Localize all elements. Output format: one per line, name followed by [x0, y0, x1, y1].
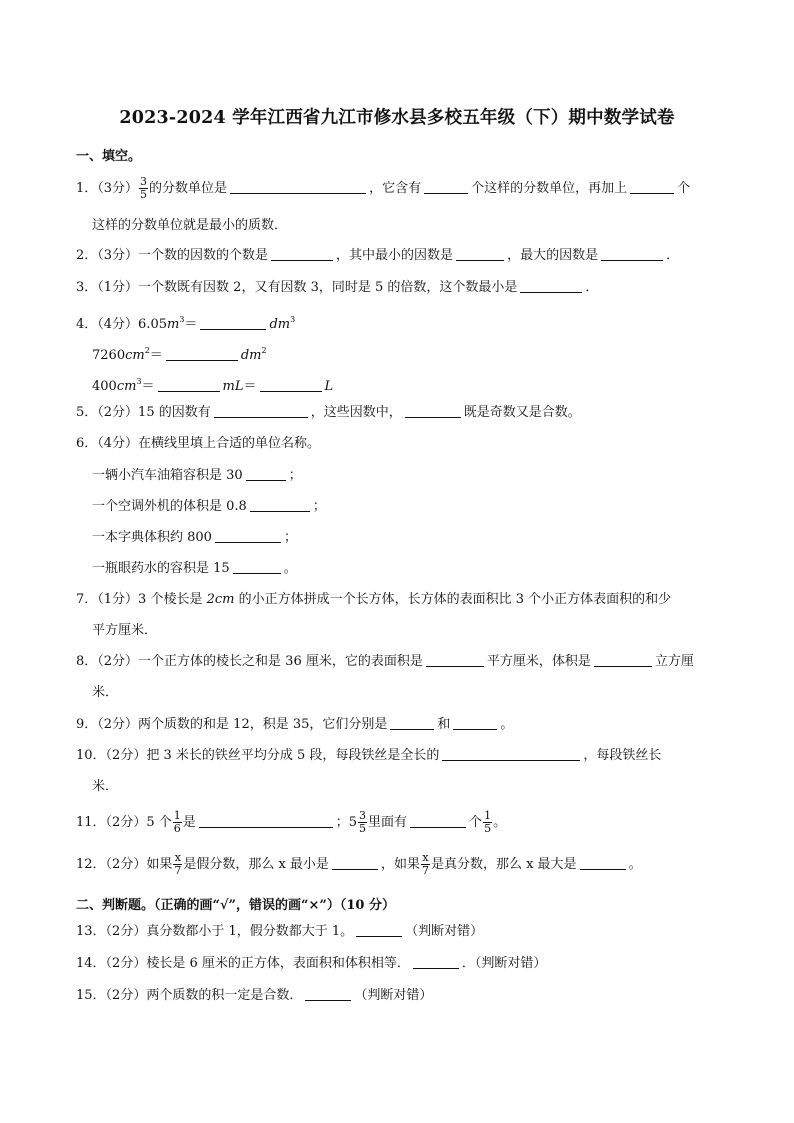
question-2: 2．（3分）一个数的因数的个数是 ，其中最小的因数是 ，最大的因数是 ． — [76, 248, 680, 263]
answer-blank[interactable] — [305, 986, 351, 1001]
answer-blank[interactable] — [426, 652, 484, 667]
fraction: $\frac{x}{7}$ — [174, 851, 182, 877]
answer-blank[interactable] — [166, 346, 238, 361]
question-4-line-3: $400cm^3= mL= L$ — [92, 377, 334, 394]
question-6: 6．（4分）在横线里填上合适的单位名称。 — [76, 436, 321, 451]
answer-blank[interactable] — [215, 528, 281, 543]
question-9: 9．（2分）两个质数的和是 12，积是 35，它们分别是 和 。 — [76, 717, 514, 732]
fraction: $\frac{3}{5}$ — [140, 175, 148, 201]
question-10: 10．（2分）把 3 米长的铁丝平均分成 5 段，每段铁丝是全长的 ，每段铁丝长 — [76, 748, 662, 763]
answer-blank[interactable] — [260, 377, 322, 392]
answer-blank[interactable] — [453, 715, 497, 730]
question-7-line-2: 平方厘米． — [92, 623, 158, 638]
fraction: $\frac{1}{6}$ — [173, 809, 181, 835]
answer-blank[interactable] — [405, 403, 461, 418]
question-8: 8．（2分）一个正方体的棱长之和是 36 厘米，它的表面积是 平方厘米，体积是 立方厘 — [76, 654, 694, 669]
answer-blank[interactable] — [594, 652, 652, 667]
question-7: 7．（1分）3 个棱长是 2cm 的小正方体拼成一个长方体，长方体的表面积比 3 个小正方体表面积的和少 — [76, 592, 672, 607]
question-8-line-2: 米． — [92, 685, 119, 700]
section-fill-in: 一、填空。 — [76, 149, 142, 164]
answer-blank[interactable] — [200, 315, 266, 330]
fraction: $\frac{1}{5}$ — [484, 809, 492, 835]
question-1: 1．（3分） $\frac{3}{5}$ 的分数单位是 ，它含有 个这样的分数单位，再加上 个 — [76, 175, 691, 201]
answer-blank[interactable] — [356, 922, 402, 937]
answer-blank[interactable] — [332, 855, 378, 870]
question-15: 15．（2分）两个质数的积一定是合数． （判断对错） — [76, 988, 433, 1003]
answer-blank[interactable] — [250, 497, 310, 512]
answer-blank[interactable] — [410, 813, 466, 828]
question-6-item-a: 一辆小汽车油箱容积是 30 ； — [92, 468, 302, 483]
answer-blank[interactable] — [271, 246, 333, 261]
fraction: $\frac{x}{7}$ — [421, 851, 429, 877]
answer-blank[interactable] — [214, 403, 308, 418]
question-4-line-2: $7260cm^2= dm^2$ — [92, 346, 267, 363]
question-10-line-2: 米． — [92, 779, 119, 794]
question-6-item-d: 一瓶眼药水的容积是 15 。 — [92, 561, 297, 576]
answer-blank[interactable] — [630, 179, 674, 194]
answer-blank[interactable] — [456, 246, 504, 261]
answer-blank[interactable] — [246, 466, 286, 481]
question-6-item-b: 一个空调外机的体积是 0.8 ； — [92, 499, 326, 514]
answer-blank[interactable] — [230, 179, 366, 194]
answer-blank[interactable] — [233, 559, 281, 574]
answer-blank[interactable] — [413, 954, 459, 969]
answer-blank[interactable] — [424, 179, 468, 194]
answer-blank[interactable] — [158, 377, 220, 392]
question-13: 13．（2分）真分数都小于 1，假分数都大于 1。 （判断对错） — [76, 924, 484, 939]
question-12: 12．（2分）如果 $\frac{x}{7}$ 是假分数，那么 x 最小是 ，如果 $\frac{x}{7}$ 是真分数，那么 x 最大是 。 — [76, 851, 642, 877]
fraction: $\frac{3}{5}$ — [359, 809, 367, 835]
question-1-line-2: 这样的分数单位就是最小的质数． — [92, 218, 288, 233]
question-4: 4．（4分）$6.05m^3= dm^3$ — [76, 315, 296, 332]
question-6-item-c: 一本字典体积约 800 ； — [92, 530, 297, 545]
question-3: 3．（1分）一个数既有因数 2，又有因数 3，同时是 5 的倍数，这个数最小是 ． — [76, 280, 599, 295]
question-14: 14．（2分）棱长是 6 厘米的正方体，表面积和体积相等． ．（判断对错） — [76, 956, 547, 971]
answer-blank[interactable] — [520, 278, 582, 293]
answer-blank[interactable] — [580, 855, 626, 870]
answer-blank[interactable] — [601, 246, 663, 261]
section-true-false: 二、判断题。（正确的画“√”，错误的画“×”）（10 分） — [76, 898, 395, 913]
answer-blank[interactable] — [442, 746, 580, 761]
exam-title: 2023-2024 学年江西省九江市修水县多校五年级（下）期中数学试卷 — [119, 108, 675, 128]
answer-blank[interactable] — [390, 715, 434, 730]
question-5: 5．（2分）15 的因数有 ，这些因数中， 既是奇数又是合数。 — [76, 405, 581, 420]
question-11: 11．（2分）5 个 $\frac{1}{6}$ 是 ；5 $\frac{3}{5}$ 里面有 个 $\frac{1}{5}$ 。 — [76, 809, 507, 835]
answer-blank[interactable] — [199, 813, 333, 828]
